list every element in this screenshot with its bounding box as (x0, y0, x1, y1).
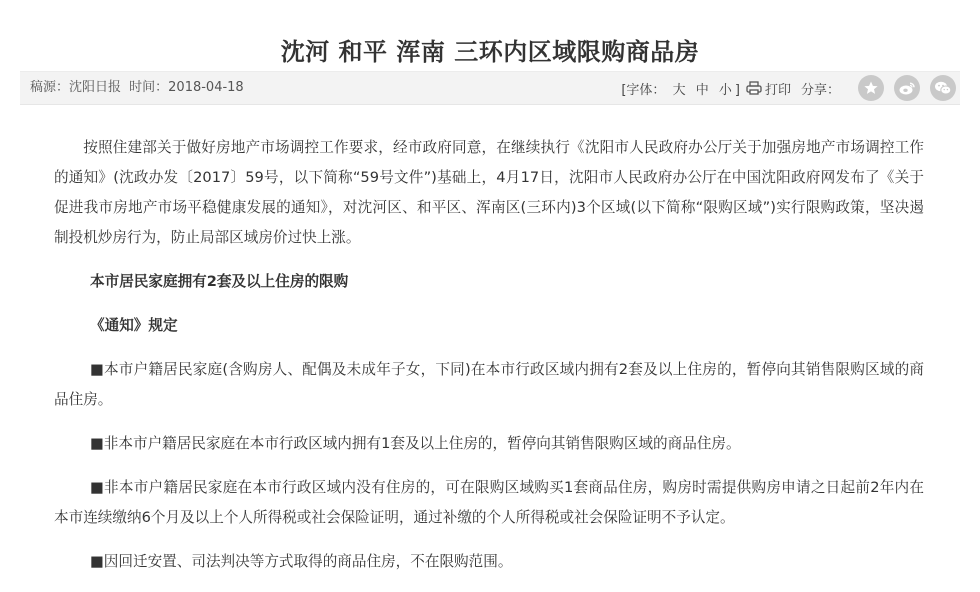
article-time: 时间：2018-04-18 (129, 80, 244, 95)
intro-paragraph: 按照住建部关于做好房地产市场调控工作要求，经市政府同意，在继续执行《沈阳市人民政府办公厅关于加强房地产市场调控工作的通知》(沈政办发〔2017〕59号，以下简称“59号文件”)基础上，4月17日，沈阳市人民政府办公厅在中国沈阳政府网发布了《关于促进我市房地产市场平稳健康发展的通知》，对沈河区、和平区、浑南区(三环内)3个区域(以下简称“限购区域”)实行限购政策，坚决遏制投机炒房行为，防止局部区域房价过快上涨。 (54, 139, 924, 246)
article-meta (30, 72, 248, 104)
rule-paragraph: ■非本市户籍居民家庭在本市行政区域内没有住房的，可在限购区域购买1套商品住房，购房时需提供购房申请之日起前2年内在本市连续缴纳6个月及以上个人所得税或社会保险证明，通过补缴的个人所得税或社会保险证明不予认定。 (54, 479, 924, 526)
notice-heading: 《通知》规定 (90, 317, 178, 334)
weibo-icon (898, 80, 916, 96)
printer-icon (746, 81, 762, 95)
article-toolbar (621, 72, 956, 104)
article-meta-bar (20, 71, 960, 105)
font-size-large-button[interactable]: 大 (672, 82, 686, 98)
share-weibo-button[interactable] (894, 75, 920, 101)
rule-paragraph: ■因回迁安置、司法判决等方式取得的商品住房，不在限购范围。 (90, 553, 513, 570)
wechat-icon (934, 80, 952, 96)
share-qzone-button[interactable] (858, 75, 884, 101)
font-size-small-button[interactable]: 小 (718, 82, 732, 98)
article-body (54, 133, 924, 591)
qzone-star-icon (863, 80, 879, 96)
article-source: 稿源：沈阳日报 (30, 80, 122, 95)
font-size-control (621, 79, 740, 98)
font-size-medium-button[interactable]: 中 (695, 82, 709, 98)
print-button[interactable] (746, 79, 791, 98)
article-title: 沈河 和平 浑南 三环内区域限购商品房 (280, 38, 700, 67)
print-label: 打印 (764, 82, 791, 98)
rule-paragraph: ■非本市户籍居民家庭在本市行政区域内拥有1套及以上住房的，暂停向其销售限购区域的商品住房。 (90, 435, 741, 452)
share-wechat-button[interactable] (930, 75, 956, 101)
rule-paragraph: ■本市户籍居民家庭(含购房人、配偶及未成年子女，下同)在本市行政区域内拥有2套及以上住房的，暂停向其销售限购区域的商品住房。 (54, 361, 924, 408)
section-heading: 本市居民家庭拥有2套及以上住房的限购 (90, 273, 349, 290)
font-size-prefix: [字体： (621, 82, 666, 98)
share-label: 分享： (800, 82, 840, 98)
font-size-suffix: ] (734, 82, 740, 98)
